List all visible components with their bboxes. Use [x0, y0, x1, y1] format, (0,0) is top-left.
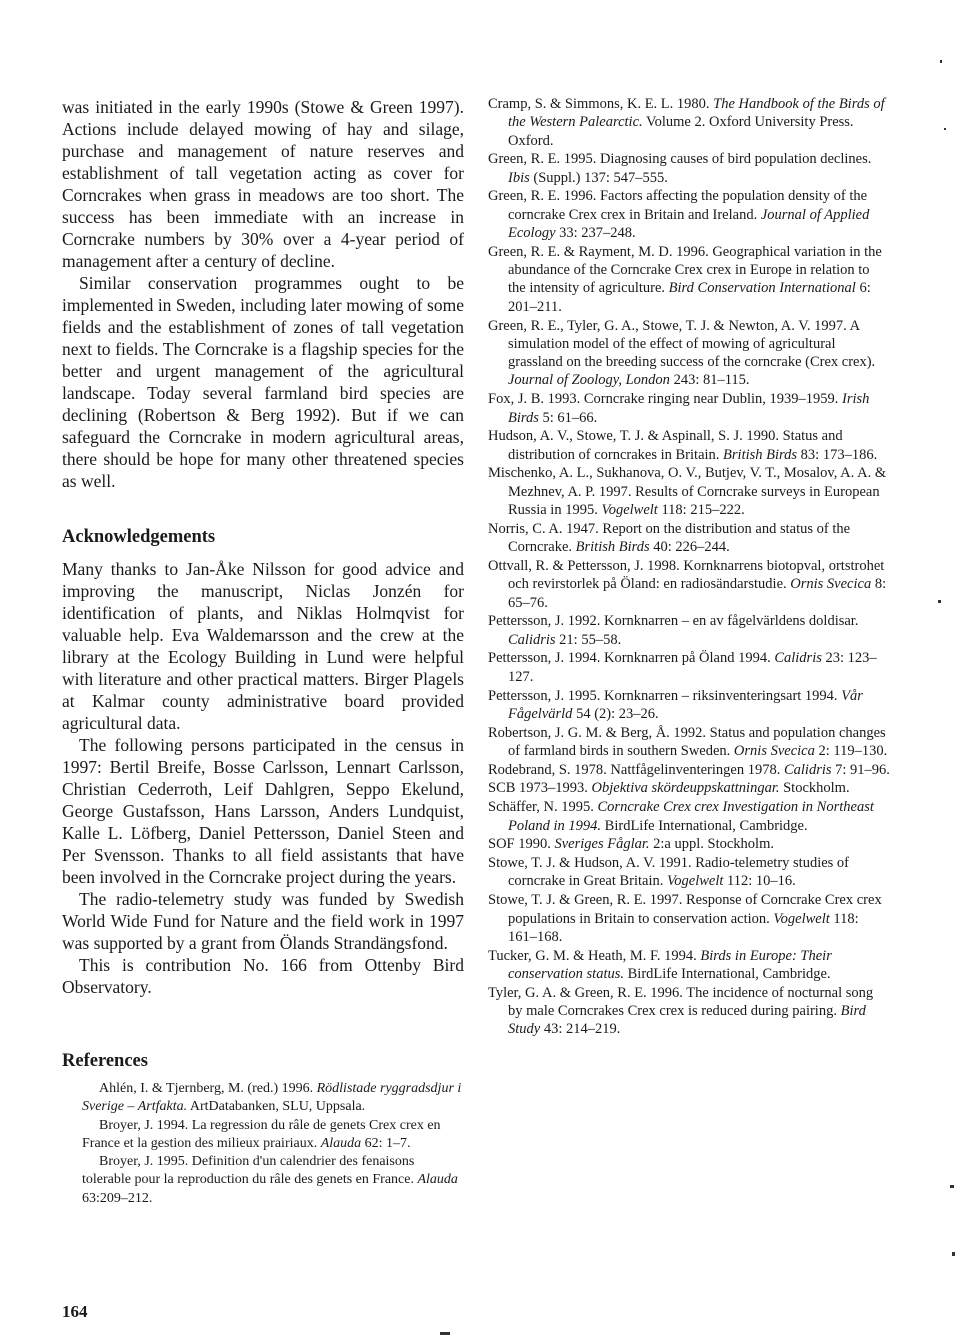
- references-list-right: [488, 95, 890, 1039]
- page-number: 164: [62, 1302, 88, 1321]
- reference-item: Pettersson, J. 1992. Kornknarren – en av fågelvärldens doldisar. Calidris 21: 55–58.: [488, 613, 859, 648]
- reference-item: Green, R. E. & Rayment, M. D. 1996. Geographical variation in the abundance of the Corncrake Crex crex in Europe in relation to the intensity of agriculture. Bird Conservation International 6: 201–211.: [488, 243, 882, 315]
- reference-item: Schäffer, N. 1995. Corncrake Crex crex Investigation in Northeast Poland in 1994. BirdLife International, Cambridge.: [488, 799, 874, 834]
- reference-item: Green, R. E. 1996. Factors affecting the population density of the corncrake Crex crex in Britain and Ireland. Journal of Applied Ecology 33: 237–248.: [488, 188, 870, 242]
- reference-item: Stowe, T. J. & Green, R. E. 1997. Response of Corncrake Crex crex populations in Britain to conservation action. Vogelwelt 118: 161–168.: [488, 892, 882, 945]
- acknowledgements-paragraph-1: Many thanks to Jan-Åke Nilsson for good advice and improving the manuscript, Niclas Jonzén for identification of plants, and Niklas Holmqvist for valuable help. Eva Waldemarsson and the crew at the library at the Ecology Building in Lund were helpful with literature and other practical matters. Birger Plagels at Kalmar county administrative board provided agricultural data.: [62, 559, 464, 733]
- scan-speck: [440, 1332, 450, 1335]
- reference-item: Green, R. E. 1995. Diagnosing causes of bird population declines. Ibis (Suppl.) 137: 547–555.: [488, 151, 872, 186]
- references-heading: References: [62, 1051, 148, 1071]
- reference-item: Broyer, J. 1995. Definition d'un calendrier des fenaisons tolerable pour la reproduction du râle des genets en France. Alauda 63:209–212.: [82, 1154, 458, 1206]
- body-paragraph-2: Similar conservation programmes ought to be implemented in Sweden, including later mowing of some fields and the establishment of zones of tall vegetation next to fields. The Corncrake is a flagship species for the better and urgent management of the agricultural landscape. Today several farmland bird species are declining (Robertson & Berg 1992). But if we can safeguard the Corncrake in modern agricultural areas, there should be hope for many other threatened species as well.: [62, 273, 464, 491]
- acknowledgements-heading: Acknowledgements: [62, 527, 216, 547]
- reference-item: Pettersson, J. 1995. Kornknarren – riksinventeringsart 1994. Vår Fågelvärld 54 (2): 23–26.: [488, 687, 863, 722]
- references-list-left: [62, 1080, 464, 1208]
- reference-item: Fox, J. B. 1993. Corncrake ringing near Dublin, 1939–1959. Irish Birds 5: 61–66.: [488, 391, 870, 426]
- reference-item: Ottvall, R. & Pettersson, J. 1998. Kornknarrens biotopval, ortstrohet och revirstorlek på Öland: en radiosändarstudie. Ornis Svecica 8: 65–76.: [488, 557, 887, 611]
- reference-item: Stowe, T. J. & Hudson, A. V. 1991. Radio-telemetry studies of corncrake in Great Britain. Vogelwelt 112: 10–16.: [488, 855, 850, 890]
- reference-item: Tucker, G. M. & Heath, M. F. 1994. Birds in Europe: Their conservation status. BirdLife International, Cambridge.: [488, 947, 832, 982]
- body-paragraph-1: was initiated in the early 1990s (Stowe & Green 1997). Actions include delayed mowing of hay and silage, purchase and management of nature reserves and establishment of tall vegetation acting as cover for Corncrakes when grass in meadows are too short. The success has been immediate with an increase in Corncrake numbers by 30% over a 4-year period of management after a century of decline.: [62, 97, 464, 271]
- scan-speck: [952, 1252, 955, 1256]
- left-column: [62, 96, 464, 1208]
- acknowledgements-paragraph-2: The following persons participated in the census in 1997: Bertil Breife, Bosse Carlsson, Lennart Carlsson, Christian Cederroth, Leif Dahlgren, Seppo Ekelund, George Gustafsson, Hans Larsson, Anders Lundquist, Kalle L. Löfberg, Daniel Pettersson, Daniel Steen and Per Svensson. Thanks to all field assistants that have been involved in the Corncrake project during the years.: [62, 735, 464, 887]
- reference-item: Norris, C. A. 1947. Report on the distribution and status of the Corncrake. British Birds 40: 226–244.: [488, 520, 851, 556]
- reference-item: Hudson, A. V., Stowe, T. J. & Aspinall, S. J. 1990. Status and distribution of corncrakes in Britain. British Birds 83: 173–186.: [488, 428, 878, 463]
- scan-speck: [938, 600, 941, 603]
- reference-item: Rodebrand, S. 1978. Nattfågelinventeringen 1978. Calidris 7: 91–96.: [488, 761, 890, 778]
- reference-item: Mischenko, A. L., Sukhanova, O. V., Butjev, V. T., Mosalov, A. A. & Mezhnev, A. P. 1997. Results of Corncrake surveys in European Russia in 1995. Vogelwelt 118: 215–222.: [488, 465, 887, 519]
- scan-speck: [950, 1185, 954, 1188]
- scan-speck: [944, 128, 946, 130]
- reference-item: Cramp, S. & Simmons, K. E. L. 1980. The Handbook of the Birds of the Western Palearctic. Volume 2. Oxford University Press. Oxford.: [488, 96, 885, 149]
- scan-speck: [940, 60, 942, 63]
- acknowledgements-paragraph-3: The radio-telemetry study was funded by Swedish World Wide Fund for Nature and the field work in 1997 was supported by a grant from Ölands Strandängsfond.: [62, 889, 464, 953]
- reference-item: Green, R. E., Tyler, G. A., Stowe, T. J. & Newton, A. V. 1997. A simulation model of the effect of mowing of agricultural grassland on the breeding success of the corncrake (Crex crex). Journal of Zoology, London 243: 81–115.: [488, 317, 876, 389]
- reference-item: Broyer, J. 1994. La regression du râle de genets Crex crex en France et la gestion des milieux prairiaux. Alauda 62: 1–7.: [82, 1117, 441, 1151]
- reference-item: Robertson, J. G. M. & Berg, Å. 1992. Status and population changes of farmland birds in southern Sweden. Ornis Svecica 2: 119–130.: [488, 724, 888, 759]
- acknowledgements-paragraph-4: This is contribution No. 166 from Ottenby Bird Observatory.: [62, 955, 464, 997]
- reference-item: Tyler, G. A. & Green, R. E. 1996. The incidence of nocturnal song by male Corncrakes Crex crex is reduced during pairing. Bird Study 43: 214–219.: [488, 984, 874, 1038]
- reference-item: SCB 1973–1993. Objektiva skördeuppskattningar. Stockholm.: [488, 780, 850, 797]
- reference-item: Pettersson, J. 1994. Kornknarren på Öland 1994. Calidris 23: 123–127.: [488, 650, 877, 685]
- reference-item: Ahlén, I. & Tjernberg, M. (red.) 1996. Rödlistade ryggradsdjur i Sverige – Artfakta. ArtDatabanken, SLU, Uppsala.: [82, 1081, 462, 1115]
- reference-item: SOF 1990. Sveriges Fåglar. 2:a uppl. Stockholm.: [488, 836, 774, 853]
